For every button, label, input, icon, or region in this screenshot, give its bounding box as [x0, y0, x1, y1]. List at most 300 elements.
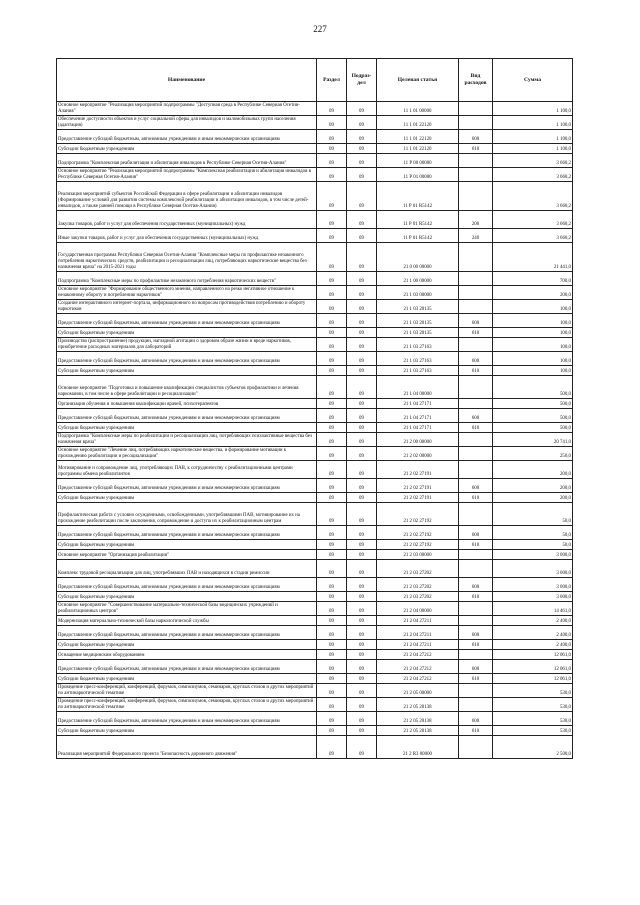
- table-row: [57, 712, 573, 726]
- row-section-cell: 09: [317, 272, 347, 286]
- table-body: [57, 102, 573, 759]
- table-row: [57, 229, 573, 243]
- row-target-cell: 21 2 05 20138: [377, 726, 459, 736]
- row-target-cell: 21 2 R3 00000: [377, 736, 459, 759]
- row-sum-cell: 3 660,2: [493, 229, 573, 243]
- row-sum-cell: 100,0: [493, 352, 573, 366]
- row-sum-cell: 200,0: [493, 479, 573, 493]
- row-expense-cell: [459, 338, 493, 352]
- row-expense-cell: [459, 376, 493, 399]
- row-sum-cell: 500,0: [493, 423, 573, 433]
- row-target-cell: 11 1 01 00000: [377, 102, 459, 116]
- row-target-cell: 21 1 03 00000: [377, 286, 459, 300]
- row-subsection-cell: 09: [347, 602, 377, 616]
- row-name-cell: Основное мероприятие "Организация реабилитации": [57, 550, 317, 560]
- row-section-cell: 09: [317, 168, 347, 182]
- row-expense-cell: [459, 550, 493, 560]
- row-subsection-cell: 09: [347, 314, 377, 328]
- row-name-cell: Основное мероприятие "Подготовка и повышение квалификации специалистов субъектов профилактики и лечения наркомании, в том числе в сфере реабилитации и ресоциализации": [57, 376, 317, 399]
- row-expense-cell: 600: [459, 578, 493, 592]
- row-name-cell: Создание интерактивного интернет-портала, информационного по вопросам противодействия потреблению и обороту наркотиков: [57, 300, 317, 314]
- row-sum-cell: 2 400,0: [493, 626, 573, 640]
- row-target-cell: 21 2 03 27202: [377, 560, 459, 578]
- row-name-cell: Субсидии бюджетным учреждениям: [57, 423, 317, 433]
- row-subsection-cell: 09: [347, 376, 377, 399]
- row-sum-cell: 1 100,0: [493, 102, 573, 116]
- row-expense-cell: [459, 461, 493, 479]
- row-section-cell: 09: [317, 540, 347, 550]
- row-expense-cell: 600: [459, 660, 493, 674]
- table-row: [57, 168, 573, 182]
- header-target-article: Целевая статья: [377, 59, 459, 102]
- row-target-cell: 21 2 04 27212: [377, 650, 459, 660]
- table-row: [57, 602, 573, 616]
- row-target-cell: 21 2 03 27202: [377, 578, 459, 592]
- row-name-cell: Иные закупки товаров, работ и услуг для обеспечения государственных (муниципальных) нужд: [57, 229, 317, 243]
- row-name-cell: Закупка товаров, работ и услуг для обеспечения государственных (муниципальных) нужд: [57, 211, 317, 229]
- row-section-cell: 09: [317, 660, 347, 674]
- row-name-cell: Профилактическая работа с условно осужденными, освобожденными, употреблявшими ПАВ, мотивирование их на прохождение реабилитации после заключения, сопровождение и доступа их к реабилитационным центрам: [57, 503, 317, 526]
- row-expense-cell: 600: [459, 352, 493, 366]
- row-section-cell: 09: [317, 366, 347, 376]
- row-expense-cell: 200: [459, 211, 493, 229]
- table-row: [57, 423, 573, 433]
- row-name-cell: Обеспечение доступности объектов и услуг социальной сферы для инвалидов и маломобильных групп населения (адаптация): [57, 116, 317, 130]
- row-sum-cell: 1 100,0: [493, 130, 573, 144]
- row-section-cell: 09: [317, 560, 347, 578]
- row-target-cell: 21 1 03 27163: [377, 338, 459, 352]
- row-section-cell: 09: [317, 376, 347, 399]
- row-expense-cell: [459, 243, 493, 272]
- row-subsection-cell: 09: [347, 144, 377, 154]
- row-section-cell: 09: [317, 503, 347, 526]
- row-section-cell: 09: [317, 286, 347, 300]
- row-sum-cell: 200,0: [493, 461, 573, 479]
- row-section-cell: 09: [317, 423, 347, 433]
- row-subsection-cell: 09: [347, 433, 377, 447]
- table-row: [57, 409, 573, 423]
- row-section-cell: 09: [317, 626, 347, 640]
- table-row: [57, 144, 573, 154]
- table-header-row: [57, 59, 573, 102]
- row-target-cell: 21 2 04 27211: [377, 616, 459, 626]
- row-section-cell: 09: [317, 229, 347, 243]
- row-sum-cell: 100,0: [493, 300, 573, 314]
- row-section-cell: 09: [317, 736, 347, 759]
- header-expense-type: Вид расходов: [459, 59, 493, 102]
- row-section-cell: 09: [317, 328, 347, 338]
- row-subsection-cell: 09: [347, 660, 377, 674]
- row-sum-cell: 50,0: [493, 540, 573, 550]
- row-name-cell: Предоставление субсидий бюджетным, автономным учреждениям и иным некоммерческим организациям: [57, 526, 317, 540]
- table-row: [57, 592, 573, 602]
- row-sum-cell: 3 000,0: [493, 550, 573, 560]
- table-row: [57, 116, 573, 130]
- row-name-cell: Субсидии бюджетным учреждениям: [57, 726, 317, 736]
- row-subsection-cell: 09: [347, 352, 377, 366]
- row-target-cell: 11 Р 01 R5142: [377, 229, 459, 243]
- row-target-cell: 21 2 02 00000: [377, 447, 459, 461]
- row-target-cell: 21 1 04 27171: [377, 423, 459, 433]
- row-target-cell: 21 2 04 27211: [377, 640, 459, 650]
- row-sum-cell: 700,0: [493, 272, 573, 286]
- row-section-cell: 09: [317, 314, 347, 328]
- row-name-cell: Реализация мероприятий Федерального проекта "Безопасность дорожного движения": [57, 736, 317, 759]
- row-expense-cell: [459, 300, 493, 314]
- row-sum-cell: 3 660,2: [493, 168, 573, 182]
- table-row: [57, 314, 573, 328]
- row-subsection-cell: 09: [347, 102, 377, 116]
- row-expense-cell: 610: [459, 328, 493, 338]
- header-subsection: Подраз-дел: [347, 59, 377, 102]
- table-row: [57, 154, 573, 168]
- row-section-cell: 09: [317, 602, 347, 616]
- row-name-cell: Организация обучения и повышения квалификации врачей, психотерапевтов: [57, 399, 317, 409]
- row-subsection-cell: 09: [347, 503, 377, 526]
- row-section-cell: 09: [317, 338, 347, 352]
- row-expense-cell: 610: [459, 640, 493, 650]
- row-subsection-cell: 09: [347, 300, 377, 314]
- table-row: [57, 366, 573, 376]
- row-name-cell: Предоставление субсидий бюджетным, автономным учреждениям и иным некоммерческим организациям: [57, 660, 317, 674]
- row-section-cell: 09: [317, 726, 347, 736]
- row-sum-cell: 500,0: [493, 409, 573, 423]
- row-name-cell: Государственная программа Республики Северная Осетия-Алания "Комплексные меры по профилактике незаконного потребления наркотических средств, реабилитации и ресоциализации лиц, потребляющих наркотические вещества без назначения врача" на 2015-2021 годы: [57, 243, 317, 272]
- row-subsection-cell: 09: [347, 338, 377, 352]
- row-sum-cell: 14 461,0: [493, 602, 573, 616]
- row-section-cell: 09: [317, 182, 347, 211]
- table-row: [57, 399, 573, 409]
- row-expense-cell: 610: [459, 493, 493, 503]
- row-expense-cell: 610: [459, 423, 493, 433]
- row-sum-cell: 2 400,0: [493, 616, 573, 626]
- row-subsection-cell: 09: [347, 229, 377, 243]
- row-sum-cell: 2 400,0: [493, 640, 573, 650]
- row-target-cell: 21 2 05 00000: [377, 684, 459, 698]
- row-sum-cell: 3 000,0: [493, 578, 573, 592]
- row-target-cell: 21 1 03 20135: [377, 300, 459, 314]
- table-row: [57, 300, 573, 314]
- row-subsection-cell: 09: [347, 640, 377, 650]
- row-expense-cell: [459, 433, 493, 447]
- table-row: [57, 660, 573, 674]
- row-name-cell: Модернизация материально-технической базы наркологической службы: [57, 616, 317, 626]
- row-name-cell: Основное мероприятие "Лечение лиц, потребляющих наркотические вещества, и формирование мотивации к прохождению реабилитации и ресоциализации": [57, 447, 317, 461]
- row-sum-cell: 21 441,0: [493, 243, 573, 272]
- row-subsection-cell: 09: [347, 272, 377, 286]
- table-row: [57, 479, 573, 493]
- table-row: [57, 560, 573, 578]
- row-expense-cell: 240: [459, 229, 493, 243]
- row-section-cell: 09: [317, 616, 347, 626]
- row-sum-cell: 100,0: [493, 338, 573, 352]
- row-name-cell: Предоставление субсидий бюджетным, автономным учреждениям и иным некоммерческим организациям: [57, 314, 317, 328]
- row-sum-cell: 12 061,0: [493, 674, 573, 684]
- row-name-cell: Подпрограмма "Комплексная реабилитация и абилитация инвалидов в Республике Северная Осетия-Алания": [57, 154, 317, 168]
- row-expense-cell: [459, 102, 493, 116]
- row-target-cell: 21 1 03 20135: [377, 328, 459, 338]
- row-section-cell: 09: [317, 243, 347, 272]
- row-expense-cell: 600: [459, 712, 493, 726]
- row-expense-cell: [459, 503, 493, 526]
- row-expense-cell: [459, 447, 493, 461]
- row-section-cell: 09: [317, 116, 347, 130]
- row-name-cell: Основное мероприятие "Реализация мероприятий подпрограммы "Доступная среда в Республике Северная Осетия-Алания": [57, 102, 317, 116]
- row-subsection-cell: 09: [347, 712, 377, 726]
- row-name-cell: Предоставление субсидий бюджетным, автономным учреждениям и иным некоммерческим организациям: [57, 130, 317, 144]
- row-name-cell: Предоставление субсидий бюджетным, автономным учреждениям и иным некоммерческим организациям: [57, 409, 317, 423]
- row-name-cell: Комплекс трудовой ресоциализации для лиц, употреблявших ПАВ и находящихся в стадии ремиссии: [57, 560, 317, 578]
- row-name-cell: Субсидии бюджетным учреждениям: [57, 540, 317, 550]
- row-name-cell: Субсидии бюджетным учреждениям: [57, 144, 317, 154]
- row-subsection-cell: 09: [347, 116, 377, 130]
- row-sum-cell: 1 100,0: [493, 116, 573, 130]
- row-expense-cell: [459, 272, 493, 286]
- row-section-cell: 09: [317, 640, 347, 650]
- page-number: 227: [313, 24, 327, 34]
- table-row: [57, 182, 573, 211]
- row-sum-cell: 50,0: [493, 503, 573, 526]
- row-target-cell: 11 1 01 22120: [377, 116, 459, 130]
- row-name-cell: Предоставление субсидий бюджетным, автономным учреждениям и иным некоммерческим организациям: [57, 479, 317, 493]
- table-row: [57, 272, 573, 286]
- row-section-cell: 09: [317, 352, 347, 366]
- row-subsection-cell: 09: [347, 736, 377, 759]
- row-target-cell: 11 1 01 22120: [377, 144, 459, 154]
- row-subsection-cell: 09: [347, 243, 377, 272]
- row-expense-cell: 610: [459, 144, 493, 154]
- row-subsection-cell: 09: [347, 726, 377, 736]
- row-expense-cell: 610: [459, 726, 493, 736]
- row-target-cell: 21 2 04 27211: [377, 626, 459, 640]
- row-expense-cell: [459, 616, 493, 626]
- table-row: [57, 447, 573, 461]
- row-target-cell: 21 1 03 27163: [377, 366, 459, 376]
- row-sum-cell: 530,0: [493, 698, 573, 712]
- row-expense-cell: 610: [459, 674, 493, 684]
- row-subsection-cell: 09: [347, 674, 377, 684]
- row-expense-cell: [459, 602, 493, 616]
- row-section-cell: 09: [317, 684, 347, 698]
- row-target-cell: 21 1 04 27171: [377, 409, 459, 423]
- row-target-cell: 21 2 00 00000: [377, 433, 459, 447]
- row-subsection-cell: 09: [347, 399, 377, 409]
- row-sum-cell: 100,0: [493, 328, 573, 338]
- row-subsection-cell: 09: [347, 698, 377, 712]
- row-name-cell: Субсидии бюджетным учреждениям: [57, 592, 317, 602]
- row-name-cell: Предоставление субсидий бюджетным, автономным учреждениям и иным некоммерческим организациям: [57, 712, 317, 726]
- table-row: [57, 640, 573, 650]
- row-sum-cell: 1 100,0: [493, 144, 573, 154]
- row-target-cell: 21 2 03 27202: [377, 592, 459, 602]
- table-row: [57, 684, 573, 698]
- row-target-cell: 21 2 02 27192: [377, 540, 459, 550]
- row-expense-cell: [459, 286, 493, 300]
- row-subsection-cell: 09: [347, 479, 377, 493]
- row-sum-cell: 3 660,2: [493, 154, 573, 168]
- table-row: [57, 493, 573, 503]
- row-subsection-cell: 09: [347, 366, 377, 376]
- row-subsection-cell: 09: [347, 592, 377, 602]
- row-sum-cell: 3 660,2: [493, 211, 573, 229]
- row-expense-cell: [459, 168, 493, 182]
- row-expense-cell: 600: [459, 626, 493, 640]
- row-target-cell: 11 Р 00 00000: [377, 154, 459, 168]
- table-row: [57, 526, 573, 540]
- row-target-cell: 21 0 00 00000: [377, 243, 459, 272]
- row-name-cell: Основное мероприятие "Совершенствование материально-технической базы медицинских учреждений и реабилитационных центров": [57, 602, 317, 616]
- row-subsection-cell: 09: [347, 493, 377, 503]
- header-name: Наименование: [57, 59, 317, 102]
- row-target-cell: 21 2 04 27212: [377, 660, 459, 674]
- row-subsection-cell: 09: [347, 130, 377, 144]
- table-row: [57, 102, 573, 116]
- table-row: [57, 433, 573, 447]
- row-expense-cell: 600: [459, 479, 493, 493]
- budget-table: [56, 58, 573, 759]
- row-name-cell: Проведение пресс-конференций, конференций, форумов, симпозиумов, семинаров, круглых столов и других мероприятий по антинаркотической тематике: [57, 684, 317, 698]
- row-expense-cell: [459, 736, 493, 759]
- table-row: [57, 328, 573, 338]
- row-target-cell: 21 2 03 00000: [377, 550, 459, 560]
- table-row: [57, 130, 573, 144]
- row-section-cell: 09: [317, 154, 347, 168]
- row-section-cell: 09: [317, 447, 347, 461]
- row-subsection-cell: 09: [347, 616, 377, 626]
- row-section-cell: 09: [317, 461, 347, 479]
- row-target-cell: 21 2 04 27212: [377, 674, 459, 684]
- table-row: [57, 352, 573, 366]
- row-expense-cell: 600: [459, 409, 493, 423]
- row-name-cell: Субсидии бюджетным учреждениям: [57, 674, 317, 684]
- row-section-cell: 09: [317, 550, 347, 560]
- table-row: [57, 736, 573, 759]
- row-name-cell: Субсидии бюджетным учреждениям: [57, 640, 317, 650]
- table-row: [57, 461, 573, 479]
- row-sum-cell: 3 660,2: [493, 182, 573, 211]
- row-subsection-cell: 09: [347, 447, 377, 461]
- row-name-cell: Подпрограмма "Комплексные меры по реабилитации и ресоциализации лиц, потребляющих психоактивные вещества без назначения врача": [57, 433, 317, 447]
- row-section-cell: 09: [317, 698, 347, 712]
- row-name-cell: Основное мероприятие "Реализация мероприятий подпрограммы "Комплексная реабилитация и абилитация инвалидов в Республике Северная Осетия-Алания": [57, 168, 317, 182]
- row-expense-cell: 600: [459, 314, 493, 328]
- row-target-cell: 21 2 05 20138: [377, 712, 459, 726]
- row-target-cell: 21 1 04 27171: [377, 399, 459, 409]
- row-name-cell: Проведение пресс-конференций, конференций, форумов, симпозиумов, семинаров, круглых столов и других мероприятий по антинаркотической тематике: [57, 698, 317, 712]
- row-name-cell: Предоставление субсидий бюджетным, автономным учреждениям и иным некоммерческим организациям: [57, 626, 317, 640]
- row-sum-cell: 3 000,0: [493, 592, 573, 602]
- row-expense-cell: [459, 154, 493, 168]
- table-row: [57, 616, 573, 626]
- row-expense-cell: 610: [459, 540, 493, 550]
- row-sum-cell: 500,0: [493, 399, 573, 409]
- row-subsection-cell: 09: [347, 409, 377, 423]
- row-subsection-cell: 09: [347, 684, 377, 698]
- row-subsection-cell: 09: [347, 578, 377, 592]
- row-subsection-cell: 09: [347, 650, 377, 660]
- row-target-cell: 21 1 03 27163: [377, 352, 459, 366]
- row-section-cell: 09: [317, 592, 347, 602]
- row-target-cell: 11 1 01 22120: [377, 130, 459, 144]
- row-subsection-cell: 09: [347, 423, 377, 433]
- row-section-cell: 09: [317, 650, 347, 660]
- table-row: [57, 726, 573, 736]
- row-expense-cell: 600: [459, 130, 493, 144]
- row-section-cell: 09: [317, 409, 347, 423]
- row-name-cell: Подпрограмма "Комплексные меры по профилактике незаконного потребления наркотических веществ": [57, 272, 317, 286]
- row-subsection-cell: 09: [347, 461, 377, 479]
- row-name-cell: Мотивирование и сопровождение лиц, употребляющих ПАВ, к сотрудничеству с реабилитационными центрами программы обмена реабилитантов: [57, 461, 317, 479]
- row-sum-cell: 100,0: [493, 314, 573, 328]
- row-sum-cell: 530,0: [493, 684, 573, 698]
- row-section-cell: 09: [317, 300, 347, 314]
- row-sum-cell: 3 000,0: [493, 560, 573, 578]
- table-row: [57, 211, 573, 229]
- row-expense-cell: [459, 116, 493, 130]
- row-expense-cell: [459, 698, 493, 712]
- table-row: [57, 338, 573, 352]
- row-target-cell: 21 2 05 20138: [377, 698, 459, 712]
- row-name-cell: Субсидии бюджетным учреждениям: [57, 366, 317, 376]
- row-target-cell: 21 2 02 27191: [377, 493, 459, 503]
- row-subsection-cell: 09: [347, 328, 377, 338]
- row-section-cell: 09: [317, 211, 347, 229]
- row-sum-cell: 20 741,0: [493, 433, 573, 447]
- row-name-cell: Предоставление субсидий бюджетным, автономным учреждениям и иным некоммерческим организациям: [57, 352, 317, 366]
- row-expense-cell: [459, 684, 493, 698]
- row-section-cell: 09: [317, 102, 347, 116]
- table-row: [57, 550, 573, 560]
- row-section-cell: 09: [317, 578, 347, 592]
- table-row: [57, 674, 573, 684]
- table-row: [57, 376, 573, 399]
- row-expense-cell: 600: [459, 526, 493, 540]
- row-subsection-cell: 09: [347, 211, 377, 229]
- row-sum-cell: 200,0: [493, 493, 573, 503]
- table-row: [57, 286, 573, 300]
- row-section-cell: 09: [317, 712, 347, 726]
- row-subsection-cell: 09: [347, 182, 377, 211]
- row-target-cell: 21 2 02 27191: [377, 461, 459, 479]
- row-name-cell: Оснащение медицинским оборудованием: [57, 650, 317, 660]
- row-subsection-cell: 09: [347, 560, 377, 578]
- table-row: [57, 650, 573, 660]
- row-sum-cell: 50,0: [493, 526, 573, 540]
- row-sum-cell: 500,0: [493, 376, 573, 399]
- row-section-cell: 09: [317, 526, 347, 540]
- row-subsection-cell: 09: [347, 168, 377, 182]
- table-row: [57, 540, 573, 550]
- row-expense-cell: [459, 399, 493, 409]
- row-name-cell: Производство (распространение) продукции, наглядной агитации о здоровом образе жизни и вреде наркотиков, приобретение расходных материалов для лабораторий: [57, 338, 317, 352]
- row-section-cell: 09: [317, 433, 347, 447]
- row-expense-cell: [459, 182, 493, 211]
- row-section-cell: 09: [317, 479, 347, 493]
- row-sum-cell: 200,0: [493, 286, 573, 300]
- row-expense-cell: [459, 650, 493, 660]
- row-section-cell: 09: [317, 130, 347, 144]
- row-target-cell: 11 Р 01 R5142: [377, 211, 459, 229]
- row-subsection-cell: 09: [347, 526, 377, 540]
- row-name-cell: Основное мероприятие "Формирование общественного мнения, направленного на резко негативное отношение к незаконному обороту и потреблению наркотиков": [57, 286, 317, 300]
- row-subsection-cell: 09: [347, 286, 377, 300]
- row-sum-cell: 100,0: [493, 366, 573, 376]
- row-subsection-cell: 09: [347, 550, 377, 560]
- row-subsection-cell: 09: [347, 540, 377, 550]
- row-target-cell: 21 1 00 00000: [377, 272, 459, 286]
- header-section: Раздел: [317, 59, 347, 102]
- row-sum-cell: 530,0: [493, 712, 573, 726]
